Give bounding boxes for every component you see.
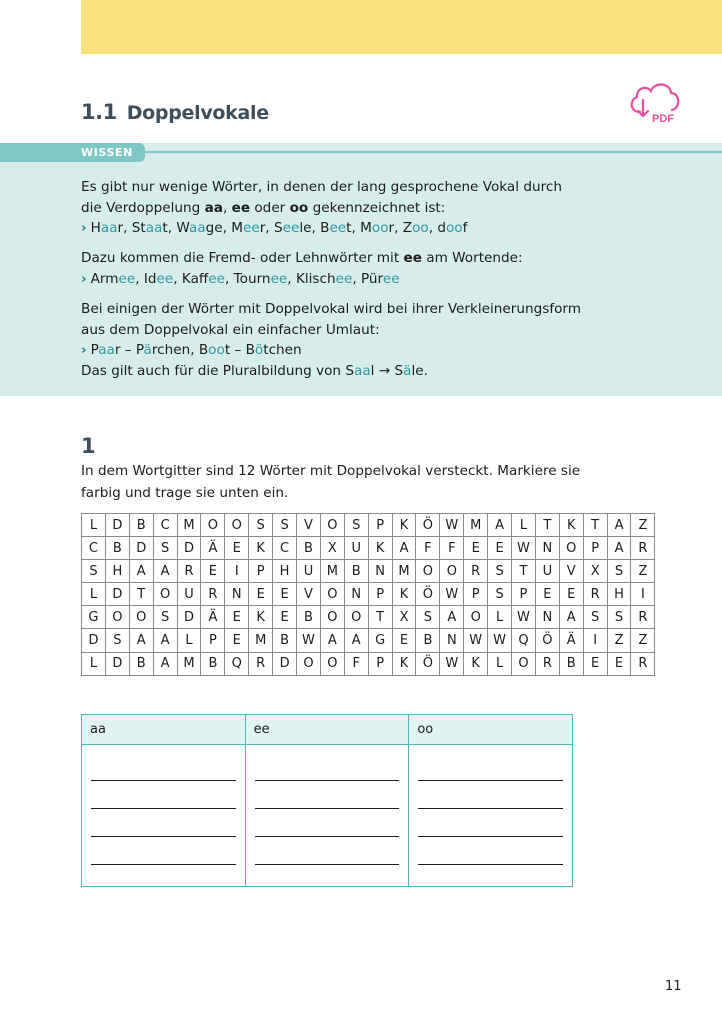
grid-cell[interactable]: F [344,652,368,675]
grid-cell[interactable]: V [297,583,321,606]
arrow-right-icon: → [378,362,391,379]
example-list: › Paar – Pärchen, Boot – Bötchen [81,342,302,358]
grid-cell[interactable]: O [320,514,344,537]
grid-row [82,537,655,560]
grid-cell[interactable]: O [129,606,153,629]
grid-cell[interactable]: L [177,629,201,652]
grid-cell[interactable]: F [440,537,464,560]
answer-line[interactable] [255,808,400,809]
grid-cell[interactable]: M [464,514,488,537]
grid-cell[interactable]: E [488,537,512,560]
grid-cell[interactable]: A [320,629,344,652]
answer-column-header: aa [82,715,245,745]
grid-cell[interactable]: P [201,629,225,652]
grid-cell[interactable]: U [344,537,368,560]
grid-cell[interactable]: O [344,606,368,629]
grid-cell[interactable]: O [512,652,536,675]
grid-cell[interactable]: W [297,629,321,652]
answer-line[interactable] [255,780,400,781]
grid-cell[interactable]: Ö [416,652,440,675]
grid-cell[interactable]: O [153,583,177,606]
grid-cell[interactable]: N [440,629,464,652]
grid-cell[interactable]: S [583,606,607,629]
grid-cell[interactable]: D [177,606,201,629]
grid-cell[interactable]: U [535,560,559,583]
info-paragraph-1 [81,177,562,239]
grid-cell[interactable]: Ö [535,629,559,652]
grid-cell[interactable]: O [320,652,344,675]
answer-table [81,714,573,887]
grid-cell[interactable]: E [464,537,488,560]
grid-cell[interactable]: P [583,537,607,560]
grid-cell[interactable]: L [82,583,106,606]
grid-row [82,629,655,652]
grid-cell[interactable]: M [177,652,201,675]
grid-cell[interactable]: M [177,514,201,537]
grid-cell[interactable]: I [225,560,249,583]
answer-line[interactable] [418,808,563,809]
grid-cell[interactable]: Z [631,514,655,537]
grid-cell[interactable]: S [105,629,129,652]
grid-cell[interactable]: Ö [416,514,440,537]
grid-cell[interactable]: D [177,537,201,560]
grid-cell[interactable]: W [440,583,464,606]
grid-cell[interactable]: F [416,537,440,560]
grid-cell[interactable]: B [105,537,129,560]
grid-cell[interactable]: R [631,537,655,560]
task-number: 1 [81,434,96,458]
grid-cell[interactable]: M [392,560,416,583]
grid-cell[interactable]: D [273,652,297,675]
grid-cell[interactable]: L [82,514,106,537]
grid-cell[interactable]: Q [225,652,249,675]
grid-cell[interactable]: P [464,583,488,606]
info-line: aus dem Doppelvokal ein einfacher Umlaut: [81,321,380,338]
grid-cell[interactable]: K [559,514,583,537]
section-title: Doppelvokale [126,102,269,124]
grid-cell[interactable]: S [82,560,106,583]
grid-cell[interactable]: M [249,629,273,652]
grid-cell[interactable]: O [559,537,583,560]
grid-cell[interactable]: O [297,652,321,675]
info-line: die Verdoppelung aa, ee oder oo gekennzeichnet ist: [81,199,446,216]
grid-cell[interactable]: V [297,514,321,537]
grid-cell[interactable]: C [82,537,106,560]
grid-cell[interactable]: E [273,606,297,629]
pdf-label: PDF [652,113,674,125]
grid-cell[interactable]: P [368,514,392,537]
grid-cell[interactable]: B [201,652,225,675]
grid-cell[interactable]: N [344,583,368,606]
answer-column-ee [246,715,410,886]
grid-cell[interactable]: W [488,629,512,652]
grid-cell[interactable]: N [225,583,249,606]
grid-cell[interactable]: B [273,629,297,652]
word-search-grid[interactable] [81,513,655,676]
grid-cell[interactable]: X [320,537,344,560]
grid-cell[interactable]: T [129,583,153,606]
grid-cell[interactable]: R [201,583,225,606]
header-color-bar [81,0,722,54]
grid-cell[interactable]: S [488,560,512,583]
grid-cell[interactable]: Ä [201,606,225,629]
grid-cell[interactable]: E [273,583,297,606]
grid-cell[interactable]: S [344,514,368,537]
answer-line[interactable] [91,780,236,781]
grid-cell[interactable]: E [225,537,249,560]
task-instructions [81,460,580,504]
grid-cell[interactable]: B [129,514,153,537]
grid-cell[interactable]: A [344,629,368,652]
answer-line[interactable] [91,864,236,865]
grid-row [82,560,655,583]
grid-cell[interactable]: A [129,560,153,583]
grid-cell[interactable]: L [512,514,536,537]
grid-cell[interactable]: E [607,652,631,675]
grid-cell[interactable]: K [368,537,392,560]
grid-cell[interactable]: B [129,652,153,675]
grid-cell[interactable]: P [249,560,273,583]
grid-cell[interactable]: W [440,514,464,537]
grid-cell[interactable]: W [440,652,464,675]
info-line: Bei einigen der Wörter mit Doppelvokal wird bei ihrer Verkleinerungsform [81,301,582,317]
grid-cell[interactable]: C [153,514,177,537]
grid-cell[interactable]: M [320,560,344,583]
grid-cell[interactable]: U [297,560,321,583]
grid-cell[interactable]: W [512,537,536,560]
section-heading [81,100,269,124]
chevron-right-icon: › [81,270,87,287]
grid-cell[interactable]: O [105,606,129,629]
task-line: farbig und trage sie unten ein. [81,485,289,501]
grid-cell[interactable]: A [392,537,416,560]
info-paragraph-2 [81,248,523,289]
grid-cell[interactable]: Z [631,629,655,652]
answer-column-aa [82,715,246,886]
grid-cell[interactable]: T [368,606,392,629]
grid-cell[interactable]: A [607,537,631,560]
grid-cell[interactable]: O [440,560,464,583]
page-number: 11 [665,979,682,994]
grid-cell[interactable]: E [201,560,225,583]
grid-cell[interactable]: B [559,652,583,675]
answer-line[interactable] [91,836,236,837]
grid-cell[interactable]: K [249,537,273,560]
grid-cell[interactable]: D [129,537,153,560]
grid-cell[interactable]: D [82,629,106,652]
grid-cell[interactable]: B [344,560,368,583]
grid-cell[interactable]: X [583,560,607,583]
grid-cell[interactable]: S [273,514,297,537]
grid-cell[interactable]: G [368,629,392,652]
grid-cell[interactable]: S [607,560,631,583]
grid-row [82,583,655,606]
grid-cell[interactable]: O [320,606,344,629]
grid-cell[interactable]: R [249,652,273,675]
wissen-divider [145,151,722,153]
grid-cell[interactable]: P [512,583,536,606]
grid-cell[interactable]: H [273,560,297,583]
grid-row [82,514,655,537]
grid-cell[interactable]: P [368,583,392,606]
grid-cell[interactable]: S [607,606,631,629]
answer-column-header: ee [246,715,409,745]
grid-cell[interactable]: E [225,629,249,652]
grid-cell[interactable]: A [153,652,177,675]
info-line: Es gibt nur wenige Wörter, in denen der lang gesprochene Vokal durch [81,179,562,195]
grid-cell[interactable]: R [631,652,655,675]
grid-cell[interactable]: L [82,652,106,675]
grid-cell[interactable]: U [177,583,201,606]
answer-column-header: oo [409,715,572,745]
grid-cell[interactable]: X [392,606,416,629]
grid-cell[interactable]: R [631,606,655,629]
grid-cell[interactable]: B [297,537,321,560]
grid-cell[interactable]: A [129,629,153,652]
grid-row [82,606,655,629]
grid-cell[interactable]: D [105,514,129,537]
grid-cell[interactable]: A [153,629,177,652]
grid-cell[interactable]: T [535,514,559,537]
example-list: › Haar, Staat, Waage, Meer, Seele, Beet, Moor, Zoo, doof [81,220,468,236]
grid-cell[interactable]: H [607,583,631,606]
chevron-right-icon: › [81,220,87,236]
grid-cell[interactable]: E [535,583,559,606]
grid-cell[interactable]: G [82,606,106,629]
grid-cell[interactable]: R [177,560,201,583]
answer-line[interactable] [91,808,236,809]
grid-cell[interactable]: Z [631,560,655,583]
grid-cell[interactable]: O [416,560,440,583]
grid-cell[interactable]: Ä [201,537,225,560]
answer-line[interactable] [418,864,563,865]
info-line: Das gilt auch für die Pluralbildung von Saal → Säle. [81,362,428,379]
grid-cell[interactable]: S [249,514,273,537]
grid-cell[interactable]: L [488,606,512,629]
grid-cell[interactable]: K [249,606,273,629]
answer-line[interactable] [255,864,400,865]
grid-cell[interactable]: E [249,583,273,606]
wissen-label: WISSEN [81,146,133,159]
grid-cell[interactable]: E [583,652,607,675]
grid-cell[interactable]: C [273,537,297,560]
answer-line[interactable] [418,780,563,781]
grid-cell[interactable]: B [416,629,440,652]
grid-cell[interactable]: A [488,514,512,537]
grid-cell[interactable]: S [488,583,512,606]
grid-cell[interactable]: A [440,606,464,629]
grid-cell[interactable]: W [464,629,488,652]
grid-cell[interactable]: O [225,514,249,537]
grid-cell[interactable]: B [297,606,321,629]
grid-cell[interactable]: S [153,537,177,560]
answer-line[interactable] [418,836,563,837]
grid-cell[interactable]: S [153,606,177,629]
grid-cell[interactable]: L [488,652,512,675]
grid-cell[interactable]: Z [607,629,631,652]
section-number: 1.1 [81,100,117,124]
grid-cell[interactable]: T [512,560,536,583]
grid-cell[interactable]: P [368,652,392,675]
grid-cell[interactable]: E [392,629,416,652]
grid-cell[interactable]: N [368,560,392,583]
grid-cell[interactable]: O [201,514,225,537]
grid-cell[interactable]: Q [512,629,536,652]
grid-cell[interactable]: N [535,606,559,629]
grid-cell[interactable]: N [535,537,559,560]
grid-cell[interactable]: T [583,514,607,537]
grid-row [82,652,655,675]
grid-cell[interactable]: Ä [559,629,583,652]
grid-cell[interactable]: O [320,583,344,606]
grid-cell[interactable]: Ö [416,583,440,606]
grid-cell[interactable]: E [559,583,583,606]
grid-cell[interactable]: R [535,652,559,675]
grid-cell[interactable]: R [583,583,607,606]
grid-cell[interactable]: I [631,583,655,606]
answer-column-oo [409,715,572,886]
grid-cell[interactable]: K [392,583,416,606]
info-paragraph-3 [81,299,581,381]
grid-cell[interactable]: W [512,606,536,629]
grid-cell[interactable]: A [153,560,177,583]
chevron-right-icon: › [81,342,87,358]
grid-cell[interactable]: E [225,606,249,629]
grid-cell[interactable]: A [559,606,583,629]
grid-cell[interactable]: R [464,560,488,583]
grid-cell[interactable]: I [583,629,607,652]
task-line: In dem Wortgitter sind 12 Wörter mit Doppelvokal versteckt. Markiere sie [81,463,581,479]
grid-cell[interactable]: A [607,514,631,537]
grid-cell[interactable]: V [559,560,583,583]
answer-line[interactable] [255,836,400,837]
grid-cell[interactable]: K [392,514,416,537]
grid-cell[interactable]: K [392,652,416,675]
example-list: › Armee, Idee, Kaffee, Tournee, Klischee, Püree [81,270,400,287]
cloud-download-icon[interactable] [626,78,682,128]
grid-cell[interactable]: D [105,652,129,675]
grid-cell[interactable]: S [416,606,440,629]
grid-cell[interactable]: H [105,560,129,583]
grid-cell[interactable]: D [105,583,129,606]
grid-cell[interactable]: K [464,652,488,675]
info-line: Dazu kommen die Fremd- oder Lehnwörter mit ee am Wortende: [81,250,523,266]
grid-cell[interactable]: O [464,606,488,629]
